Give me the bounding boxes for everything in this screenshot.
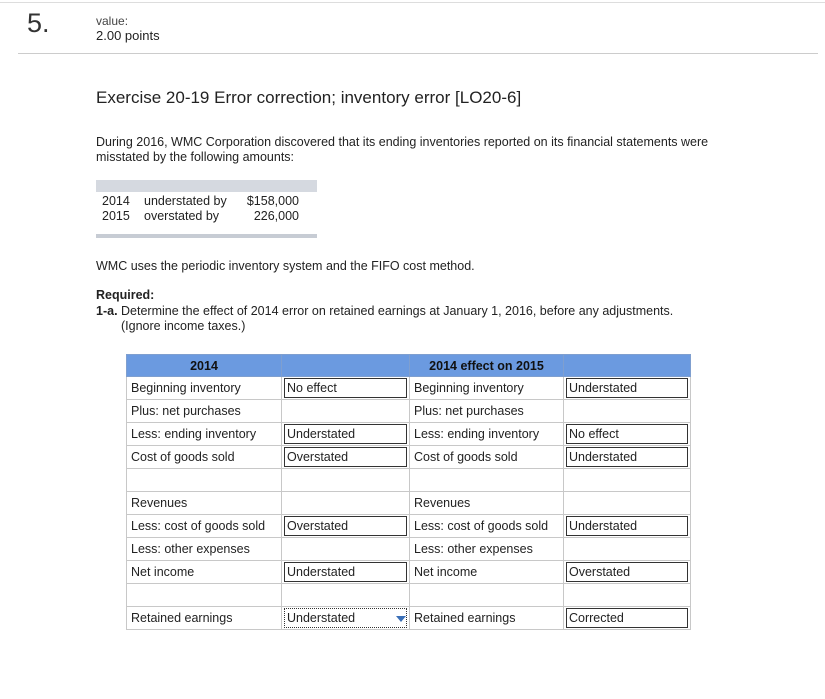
table-row bbox=[127, 377, 691, 400]
requirement-1a-note: (Ignore income taxes.) bbox=[121, 319, 246, 333]
answer-dropdown[interactable]: Overstated bbox=[284, 516, 407, 536]
table-row bbox=[127, 561, 691, 584]
chevron-down-icon[interactable] bbox=[396, 616, 406, 622]
answer-dropdown[interactable]: No effect bbox=[566, 424, 688, 444]
value-label: value: bbox=[96, 14, 129, 28]
row-label: Beginning inventory bbox=[127, 377, 282, 400]
row-value bbox=[282, 538, 410, 561]
table-row-spacer bbox=[127, 469, 691, 492]
misstatement-year: 2015 bbox=[102, 209, 130, 223]
header-2014: 2014 bbox=[127, 355, 282, 377]
row-label: Revenues bbox=[410, 492, 564, 515]
row-label: Net income bbox=[127, 561, 282, 584]
misstatement-table-top-bar bbox=[96, 180, 317, 192]
row-label: Net income bbox=[410, 561, 564, 584]
row-label: Revenues bbox=[127, 492, 282, 515]
table-row bbox=[127, 515, 691, 538]
question-number: 5. bbox=[27, 8, 50, 38]
answer-dropdown[interactable]: Understated bbox=[566, 447, 688, 467]
row-label: Plus: net purchases bbox=[410, 400, 564, 423]
table-row bbox=[127, 400, 691, 423]
intro-paragraph: During 2016, WMC Corporation discovered that its ending inventories reported on its financial statements were misstated by the following amounts: bbox=[96, 135, 709, 164]
row-label: Cost of goods sold bbox=[127, 446, 282, 469]
row-label: Retained earnings bbox=[127, 607, 282, 630]
answer-dropdown[interactable]: Understated bbox=[284, 424, 407, 444]
row-label: Less: other expenses bbox=[127, 538, 282, 561]
row-label: Less: ending inventory bbox=[410, 423, 564, 446]
header-2014-value bbox=[282, 355, 410, 377]
misstatement-amount: $158,000 bbox=[246, 194, 299, 208]
row-value bbox=[564, 400, 691, 423]
value-points: 2.00 points bbox=[96, 28, 160, 43]
table-row bbox=[127, 446, 691, 469]
table-header-row bbox=[127, 355, 691, 377]
table-row bbox=[127, 492, 691, 515]
misstatement-row bbox=[96, 194, 317, 209]
row-label: Less: cost of goods sold bbox=[127, 515, 282, 538]
header-separator bbox=[18, 53, 818, 54]
error-analysis-table bbox=[126, 354, 691, 630]
answer-dropdown-focused[interactable]: Understated bbox=[284, 608, 407, 628]
header-2015-value bbox=[564, 355, 691, 377]
misstatement-year: 2014 bbox=[102, 194, 130, 208]
answer-dropdown[interactable]: Corrected bbox=[566, 608, 688, 628]
misstatement-table-bottom-bar bbox=[96, 234, 317, 238]
answer-dropdown[interactable]: Understated bbox=[566, 378, 688, 398]
row-value bbox=[282, 400, 410, 423]
misstatement-desc: understated by bbox=[144, 194, 227, 208]
answer-dropdown[interactable]: Understated bbox=[284, 562, 407, 582]
row-label: Beginning inventory bbox=[410, 377, 564, 400]
required-label: Required: bbox=[96, 288, 155, 302]
method-text: WMC uses the periodic inventory system and the FIFO cost method. bbox=[96, 259, 475, 273]
misstatement-row bbox=[96, 209, 317, 224]
top-rule bbox=[0, 2, 825, 3]
row-value bbox=[282, 492, 410, 515]
requirement-1a-label: 1-a. bbox=[96, 304, 118, 318]
table-row bbox=[127, 607, 691, 630]
row-label: Less: cost of goods sold bbox=[410, 515, 564, 538]
row-value bbox=[564, 492, 691, 515]
misstatement-amount: 226,000 bbox=[253, 209, 299, 223]
row-value bbox=[564, 538, 691, 561]
exercise-title: Exercise 20-19 Error correction; inventory error [LO20-6] bbox=[96, 88, 522, 107]
row-label: Retained earnings bbox=[414, 611, 516, 625]
answer-dropdown[interactable]: No effect bbox=[284, 378, 407, 398]
row-label: Less: ending inventory bbox=[127, 423, 282, 446]
row-label: Less: other expenses bbox=[410, 538, 564, 561]
table-row-spacer bbox=[127, 584, 691, 607]
misstatement-desc: overstated by bbox=[144, 209, 220, 223]
table-row bbox=[127, 423, 691, 446]
requirement-1a bbox=[96, 304, 673, 318]
answer-dropdown[interactable]: Overstated bbox=[566, 562, 688, 582]
answer-dropdown[interactable]: Overstated bbox=[284, 447, 407, 467]
header-2014-effect-on-2015: 2014 effect on 2015 bbox=[410, 355, 564, 377]
misstatement-table bbox=[96, 180, 317, 238]
row-label: Plus: net purchases bbox=[127, 400, 282, 423]
requirement-1a-text: Determine the effect of 2014 error on retained earnings at January 1, 2016, before any adjustments. bbox=[121, 304, 674, 318]
answer-dropdown[interactable]: Understated bbox=[566, 516, 688, 536]
row-label: Cost of goods sold bbox=[410, 446, 564, 469]
table-row bbox=[127, 538, 691, 561]
